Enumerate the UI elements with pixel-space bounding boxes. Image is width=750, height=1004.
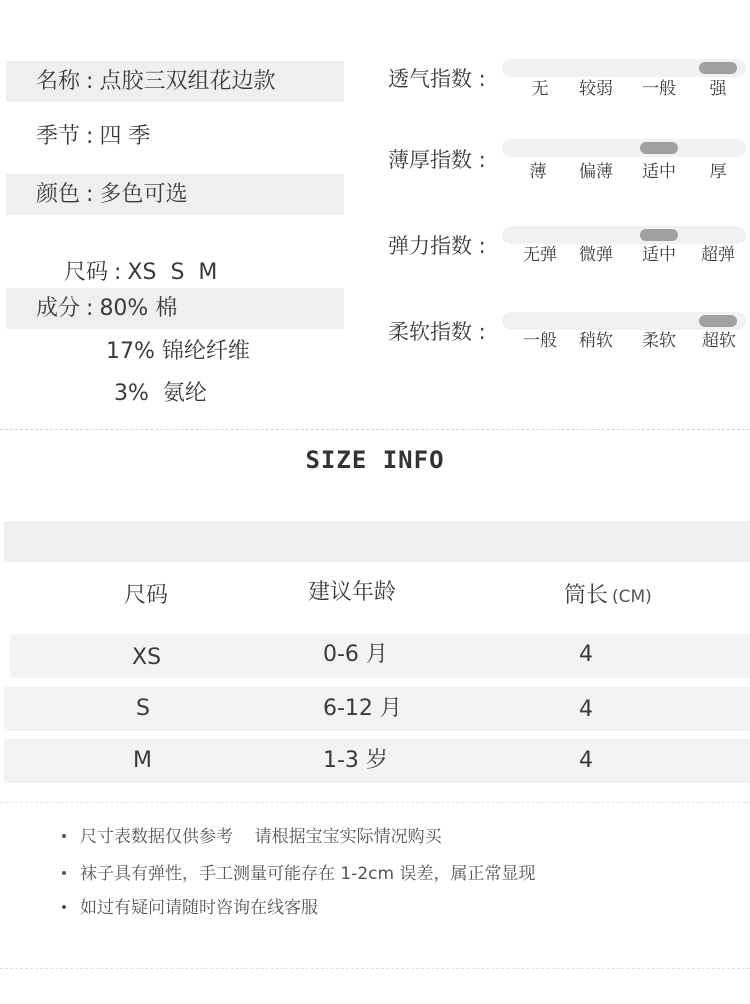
index-label-elasticity: 弹力指数 : xyxy=(388,234,486,258)
index-option: 较弱 xyxy=(579,79,613,99)
size-info-title: SIZE INFO xyxy=(305,446,445,474)
table-cell-age: 6-12 月 xyxy=(323,696,402,721)
index-option: 一般 xyxy=(523,331,557,351)
index-track-breathability xyxy=(502,59,746,77)
bullet-icon xyxy=(62,834,66,838)
info-color-label: 颜色 xyxy=(36,182,81,207)
index-option: 适中 xyxy=(642,245,676,265)
info-size-value: XS S M xyxy=(127,260,218,285)
table-cell-size: M xyxy=(133,748,152,773)
index-option: 稍软 xyxy=(579,331,613,351)
info-color-value: 多色可选 xyxy=(99,182,188,207)
index-option: 超软 xyxy=(702,331,736,351)
info-color: 颜色 : 多色可选 xyxy=(36,182,188,207)
index-option: 偏薄 xyxy=(579,162,613,182)
column-header-length-unit: (CM) xyxy=(612,587,652,607)
bullet-icon xyxy=(62,871,66,875)
index-option: 适中 xyxy=(642,162,676,182)
section-divider xyxy=(0,429,750,430)
table-cell-length: 4 xyxy=(579,697,593,722)
index-option: 柔软 xyxy=(642,331,676,351)
info-composition: 成分 : 80% 棉 xyxy=(36,296,178,321)
note-text: 袜子具有弹性，手工测量可能存在 1-2cm 误差，属正常显现 xyxy=(80,864,536,884)
index-label-breathability: 透气指数 : xyxy=(388,67,486,91)
section-divider xyxy=(0,968,750,969)
note-item xyxy=(62,900,318,917)
index-option: 一般 xyxy=(642,79,676,99)
column-header-age: 建议年龄 xyxy=(308,580,397,605)
index-label-text: 弹力指数 xyxy=(388,234,472,258)
index-option: 厚 xyxy=(709,162,727,182)
index-option: 强 xyxy=(709,79,727,99)
index-label-text: 柔软指数 xyxy=(388,320,472,344)
section-divider xyxy=(0,802,750,803)
column-header-length-text: 筒长 xyxy=(564,583,609,608)
table-cell-age: 0-6 月 xyxy=(323,642,388,667)
index-label-text: 薄厚指数 xyxy=(388,148,472,172)
bullet-icon xyxy=(62,905,66,909)
index-option: 超弹 xyxy=(701,245,735,265)
info-season: 季节 : 四 季 xyxy=(36,124,151,149)
index-option: 无弹 xyxy=(523,245,557,265)
info-size-label: 尺码 xyxy=(63,260,108,285)
index-track-elasticity xyxy=(502,226,746,244)
note-text: 如过有疑问请随时咨询在线客服 xyxy=(80,898,318,918)
info-composition-line-2: 17% 锦纶纤维 xyxy=(106,339,250,364)
info-composition-line-1: 80% 棉 xyxy=(99,296,178,321)
index-label-text: 透气指数 xyxy=(388,67,472,91)
table-cell-length: 4 xyxy=(579,748,593,773)
info-composition-line-3: 3% 氨纶 xyxy=(114,381,207,406)
table-cell-length: 4 xyxy=(579,642,593,667)
table-cell-size: S xyxy=(136,696,150,721)
index-knob-elasticity xyxy=(640,229,678,241)
column-header-size: 尺码 xyxy=(124,583,169,608)
note-item xyxy=(62,866,535,883)
index-knob-softness xyxy=(699,315,737,327)
table-cell-age: 1-3 岁 xyxy=(323,748,388,773)
info-name-value: 点胶三双组花边款 xyxy=(99,69,276,94)
info-season-value: 四 季 xyxy=(99,124,151,149)
index-label-thickness: 薄厚指数 : xyxy=(388,148,486,172)
info-season-label: 季节 xyxy=(36,124,81,149)
note-text: 尺寸表数据仅供参考 请根据宝宝实际情况购买 xyxy=(80,827,442,847)
info-name-label: 名称 xyxy=(36,69,81,94)
index-knob-breathability xyxy=(699,62,737,74)
info-size: 尺码 : XS S M xyxy=(63,260,218,285)
column-header-length xyxy=(564,585,652,607)
index-option: 微弹 xyxy=(579,245,613,265)
index-track-thickness xyxy=(502,139,746,157)
note-item xyxy=(62,829,442,846)
index-knob-thickness xyxy=(640,142,678,154)
index-track-softness xyxy=(502,312,746,330)
index-label-softness: 柔软指数 : xyxy=(388,320,486,344)
index-option: 无 xyxy=(531,79,549,99)
info-name: 名称 : 点胶三双组花边款 xyxy=(36,69,276,94)
index-option: 薄 xyxy=(529,162,547,182)
size-table-header-band xyxy=(4,521,750,562)
table-cell-size: XS xyxy=(132,645,162,670)
info-composition-label: 成分 xyxy=(36,296,81,321)
